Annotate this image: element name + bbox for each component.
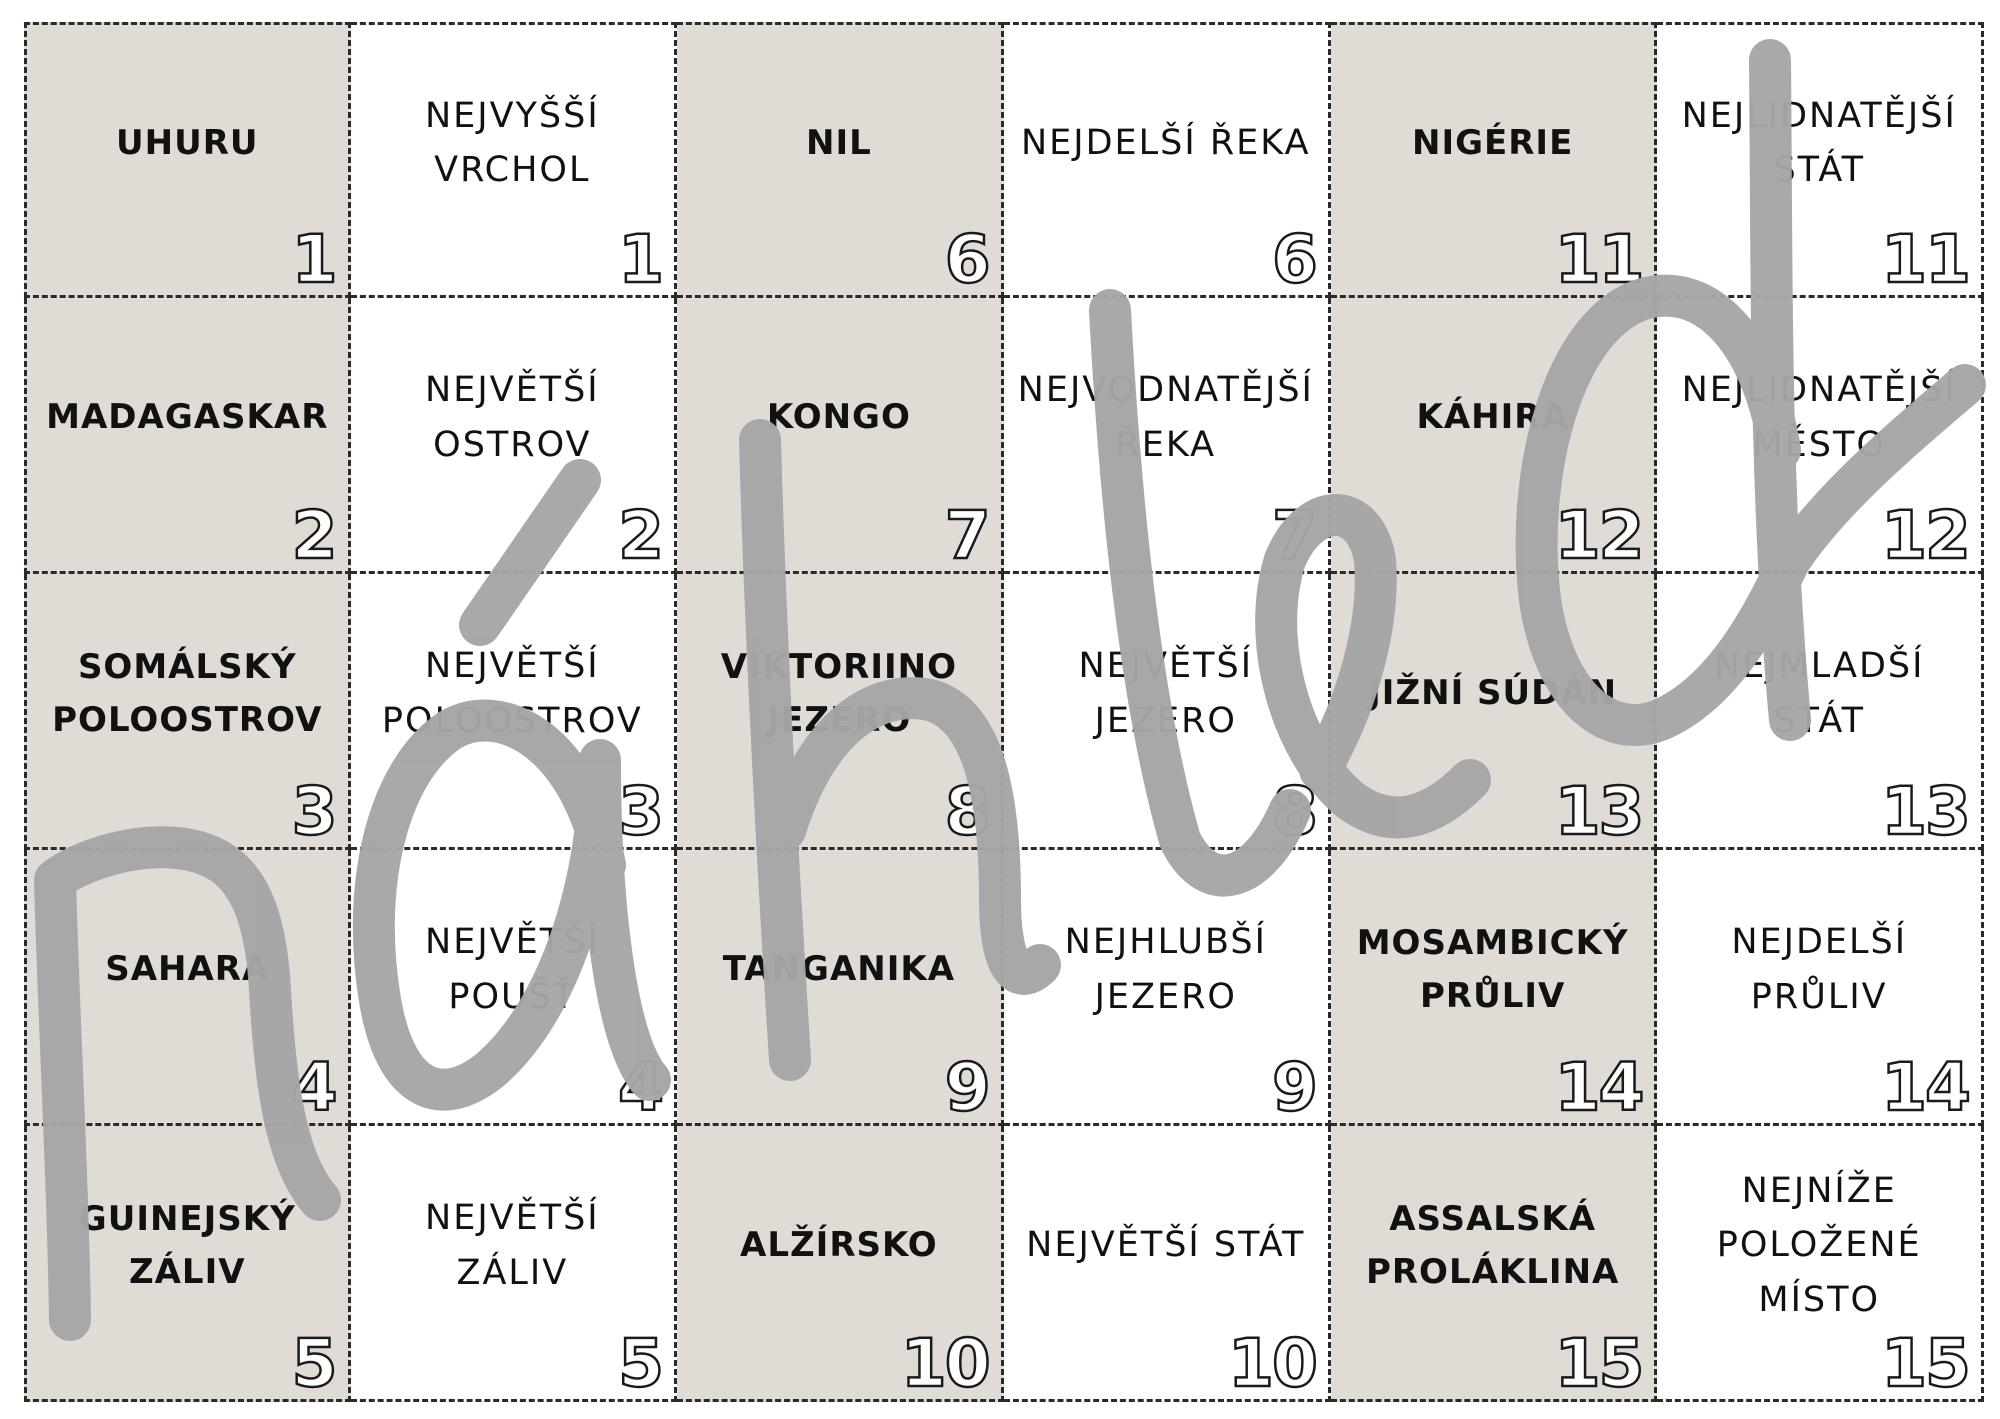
card-question [1657,1126,1984,1402]
card-question [1004,1126,1331,1402]
card-number: 15 [1554,1325,1643,1402]
card-answer [1331,574,1658,850]
card-text: NIL [805,122,872,163]
card-text: NEJVĚTŠÍ STÁT [1026,1225,1306,1266]
card-question [351,850,678,1126]
card-number: 2 [291,497,336,574]
card-number: 2 [618,497,663,574]
card-number: 6 [1271,221,1316,298]
card-number: 13 [1554,773,1643,850]
card-number: 9 [944,1049,989,1126]
card-number: 11 [1881,221,1969,298]
card-answer [677,850,1004,1126]
card-question [351,1126,678,1402]
card-text: NEJLIDNATĚJŠÍ MĚSTO [1681,370,1957,465]
card-answer [24,298,351,574]
card-answer [1331,298,1658,574]
card-text: NEJVODNATĚJŠÍ ŘEKA [1017,370,1314,465]
card-text: ASSALSKÁ PROLÁKLINA [1365,1198,1620,1292]
card-number: 10 [900,1325,989,1402]
card-text: NIGÉRIE [1412,122,1574,163]
card-text: GUINEJSKÝ ZÁLIV [78,1198,296,1292]
card-question [1004,850,1331,1126]
card-text: NEJNÍŽE POLOŽENÉ MÍSTO [1716,1171,1922,1320]
card-text: UHURU [116,122,259,163]
card-number: 13 [1881,773,1969,850]
card-number: 3 [291,773,336,850]
card-answer [677,22,1004,298]
card-number: 14 [1554,1049,1643,1126]
card-answer [677,298,1004,574]
card-text: NEJVĚTŠÍ POUŠŤ [425,922,600,1017]
card-text: VIKTORIINO JEZERO [720,646,957,740]
card-text: NEJVĚTŠÍ OSTROV [425,370,600,465]
card-answer [24,850,351,1126]
card-question [351,22,678,298]
card-number: 1 [618,221,663,298]
card-question [1004,574,1331,850]
card-answer [24,1126,351,1402]
card-answer [24,574,351,850]
card-text: NEJMLADŠÍ STÁT [1713,646,1925,741]
card-text: MOSAMBICKÝ PRŮLIV [1356,922,1629,1016]
card-number: 5 [291,1325,336,1402]
card-text: NEJVĚTŠÍ ZÁLIV [425,1198,600,1293]
card-number: 14 [1881,1049,1969,1126]
card-text: NEJHLUBŠÍ JEZERO [1064,922,1267,1017]
card-answer [1331,22,1658,298]
card-text: NEJVĚTŠÍ POLOOSTROV [381,646,643,741]
card-number: 9 [1271,1049,1316,1126]
card-number: 5 [618,1325,663,1402]
card-number: 7 [1271,497,1316,574]
card-text: NEJVYŠŠÍ VRCHOL [424,95,600,190]
card-number: 15 [1881,1325,1969,1402]
card-answer [1331,1126,1658,1402]
card-text: ALŽÍRSKO [740,1225,938,1266]
card-text: NEJLIDNATĚJŠÍ STÁT [1681,95,1957,190]
card-grid [24,22,1984,1402]
card-text: JIŽNÍ SÚDÁN [1368,673,1618,714]
card-answer [1331,850,1658,1126]
card-question [1004,22,1331,298]
card-text: NEJDELŠÍ PRŮLIV [1731,922,1908,1017]
card-answer [677,1126,1004,1402]
card-number: 4 [291,1049,336,1126]
card-text: SOMÁLSKÝ POLOOSTROV [52,646,323,740]
card-number: 6 [944,221,989,298]
card-question [351,298,678,574]
card-text: SAHARA [105,949,270,990]
card-number: 1 [291,221,336,298]
card-text: KÁHIRA [1416,397,1569,438]
card-question [351,574,678,850]
card-number: 7 [944,497,989,574]
card-number: 8 [944,773,989,850]
card-question [1657,850,1984,1126]
card-text: NEJDELŠÍ ŘEKA [1020,122,1311,163]
card-answer [677,574,1004,850]
card-number: 8 [1271,773,1316,850]
card-question [1004,298,1331,574]
card-text: KONGO [766,397,911,438]
card-text: MADAGASKAR [46,397,329,438]
card-number: 12 [1881,497,1969,574]
card-answer [24,22,351,298]
card-question [1657,298,1984,574]
card-number: 10 [1228,1325,1316,1402]
card-text: TANGANIKA [722,949,956,990]
card-question [1657,22,1984,298]
card-question [1657,574,1984,850]
card-number: 4 [618,1049,663,1126]
card-number: 3 [618,773,663,850]
card-text: NEJVĚTŠÍ JEZERO [1078,646,1254,741]
card-number: 11 [1554,221,1643,298]
card-number: 12 [1554,497,1643,574]
